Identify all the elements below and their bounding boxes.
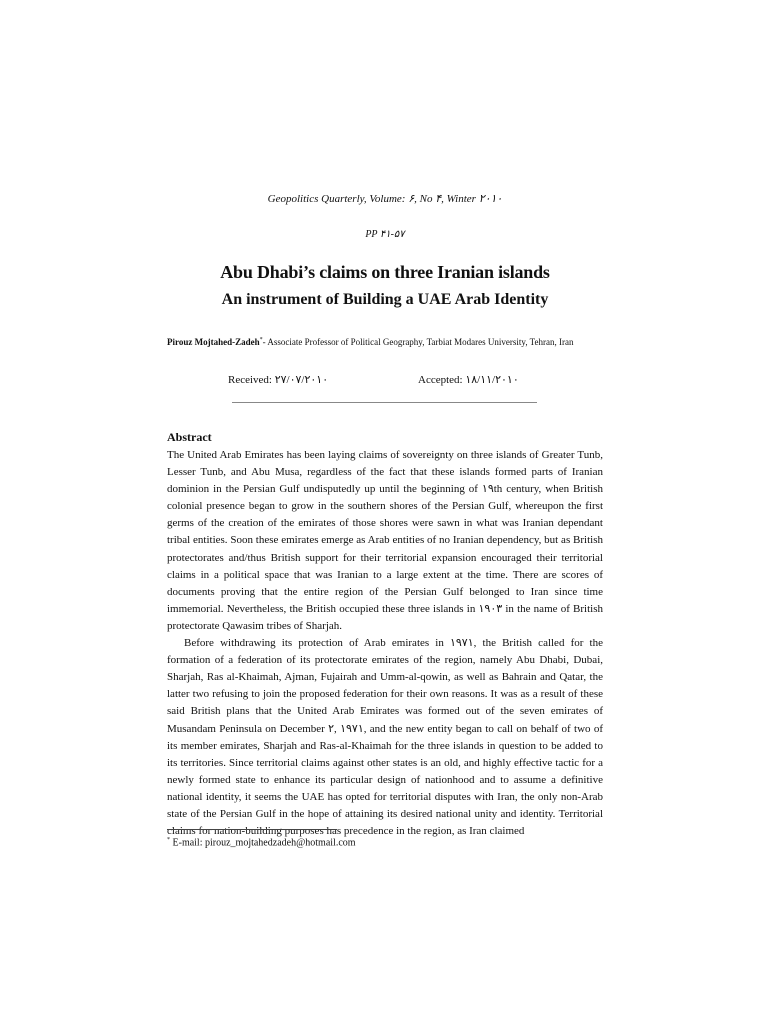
paper-subtitle: An instrument of Building a UAE Arab Identity [221,291,549,308]
received-label: Received: [228,374,272,386]
author-name: Pirouz Mojtahed-Zadeh [167,337,260,347]
journal-header: Geopolitics Quarterly, Volume: ۶, No ۴, Winter ۲۰۱۰ [267,193,503,205]
abstract-heading: Abstract [167,430,212,444]
author-footnote-marker: * [259,337,263,343]
accepted-date [418,373,519,386]
abstract-body [167,447,603,840]
author-affiliation: - Associate Professor of Political Geography, Tarbiat Modares University, Tehran, Iran [262,337,574,347]
page-range: PP ۴۱-۵۷ [365,229,405,240]
header-divider [232,402,537,403]
abstract-paragraph-2: Before withdrawing its protection of Arab emirates in ۱۹۷۱, the British called for the formation of a federation of its protectorate emirates of the region, namely Abu Dhabi, Dubai, Sharjah, Ras al-Khaimah, Ajman, Fujairah and Umm-al-qowin, as well as Bahrain and Qatar, the latter two refusing to join the proposed federation for their own reasons. It was as a result of these said British plans that the United Arab Emirates was formed out of the seven emirates of Musandam Peninsula on December ۲, ۱۹۷۱, and the new entity began to call on behalf of two of its member emirates, Sharjah and Ras-al-Khaimah for the three islands in question to be added to its territories. Since territorial claims against other states is an old, and highly effective tactic for a newly formed state to enhance its particular design of nationhood and to assume a definitive national identity, it seems the UAE has opted for territorial disputes with Iran, the only non-Arab state of the Persian Gulf in the hope of attaining its desired national unity and identity. Territorial claims for nation-building purposes has precedence in the region, as Iran claimed [167,637,603,838]
accepted-value: ۱۸/۱۱/۲۰۱۰ [465,374,519,386]
author-line [167,337,607,347]
footnote-marker: * [167,837,170,843]
footnote-divider [167,829,337,830]
paper-title: Abu Dhabi’s claims on three Iranian islands [220,262,550,282]
accepted-label: Accepted: [418,374,463,386]
footnote [167,837,356,848]
received-date [228,373,328,386]
received-value: ۲۷/۰۷/۲۰۱۰ [274,374,329,386]
abstract-paragraph-1: The United Arab Emirates has been laying claims of sovereignty on three islands of Greater Tunb, Lesser Tunb, and Abu Musa, regardless of the fact that these islands formed parts of Iranian dominion in the Persian Gulf undisputedly up until the beginning of ۱۹th century, when British colonial presence began to grow in the southern shores of the Persian Gulf, whereupon the first germs of the creation of the emirates of those shores were sawn in what was Iranian dependant tribal entities. Soon these emirates emerge as Arab entities of no Iranian dependency, but as British protectorates and/thus British support for their territorial expansion encouraged their territorial claims in a political space that was Iranian to a large extent at the time. There are scores of documents proving that the entire region of the Persian Gulf belonged to Iran since time immemorial. Nevertheless, the British occupied these three islands in ۱۹۰۳ in the name of British protectorate Qawasim tribes of Sharjah. [167,449,603,632]
footnote-email: E-mail: pirouz_mojtahedzadeh@hotmail.com [170,837,356,849]
